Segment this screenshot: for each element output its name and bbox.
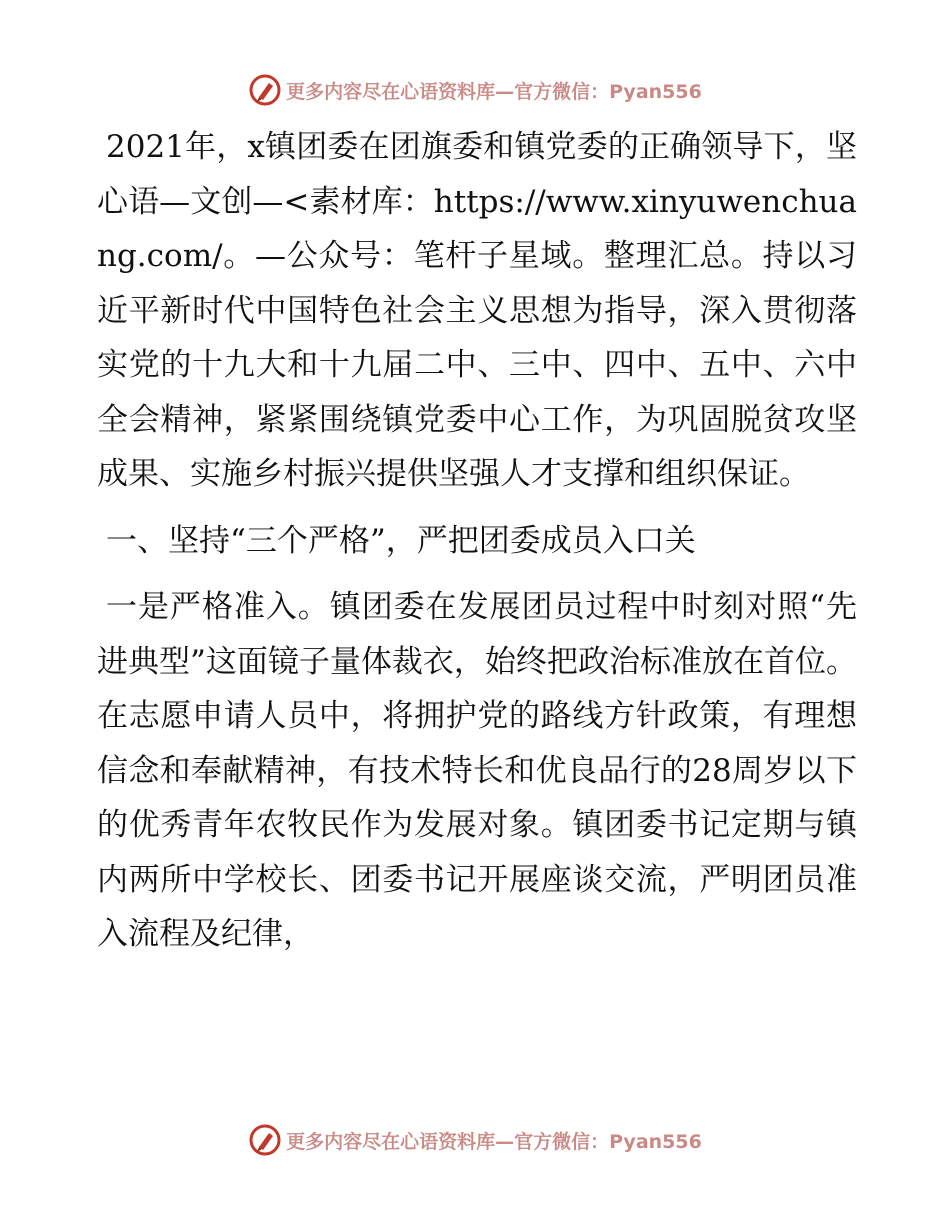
pen-logo-icon: [248, 73, 282, 107]
watermark-text: 更多内容尽在心语资料库—官方微信：Pyan556: [286, 80, 702, 103]
body-paragraph: 一是严格准入。镇团委在发展团员过程中时刻对照“先进典型”这面镜子量体裁衣，始终把政治标准放在首位。在志愿申请人员中，将拥护党的路线方针政策，有理想信念和奉献精神，有技术特长和优良品行的28周岁以下的优秀青年农牧民作为发展对象。镇团委书记定期与镇内两所中学校长、团委书记开展座谈交流，严明团员准入流程及纪律，: [97, 589, 857, 952]
intro-paragraph: 2021年，x镇团委在团旗委和镇党委的正确领导下，坚心语—文创—<素材库：https://www.xinyuwenchuang.com/。—公众号：笔杆子星域。整理汇总。持以习近平新时代中国特色社会主义思想为指导，深入贯彻落实党的十九大和十九届二中、三中、四中、五中、六中全会精神，紧紧围绕镇党委中心工作，为巩固脱贫攻坚成果、实施乡村振兴提供坚强人才支撑和组织保证。: [97, 129, 857, 492]
document-body: [97, 120, 857, 974]
watermark-bottom: [0, 1120, 950, 1160]
pen-logo-icon: [248, 1123, 282, 1157]
watermark-top: [0, 70, 950, 110]
watermark-text: 更多内容尽在心语资料库—官方微信：Pyan556: [286, 1130, 702, 1153]
section-heading: 一、坚持“三个严格”，严把团委成员入口关: [106, 522, 696, 559]
